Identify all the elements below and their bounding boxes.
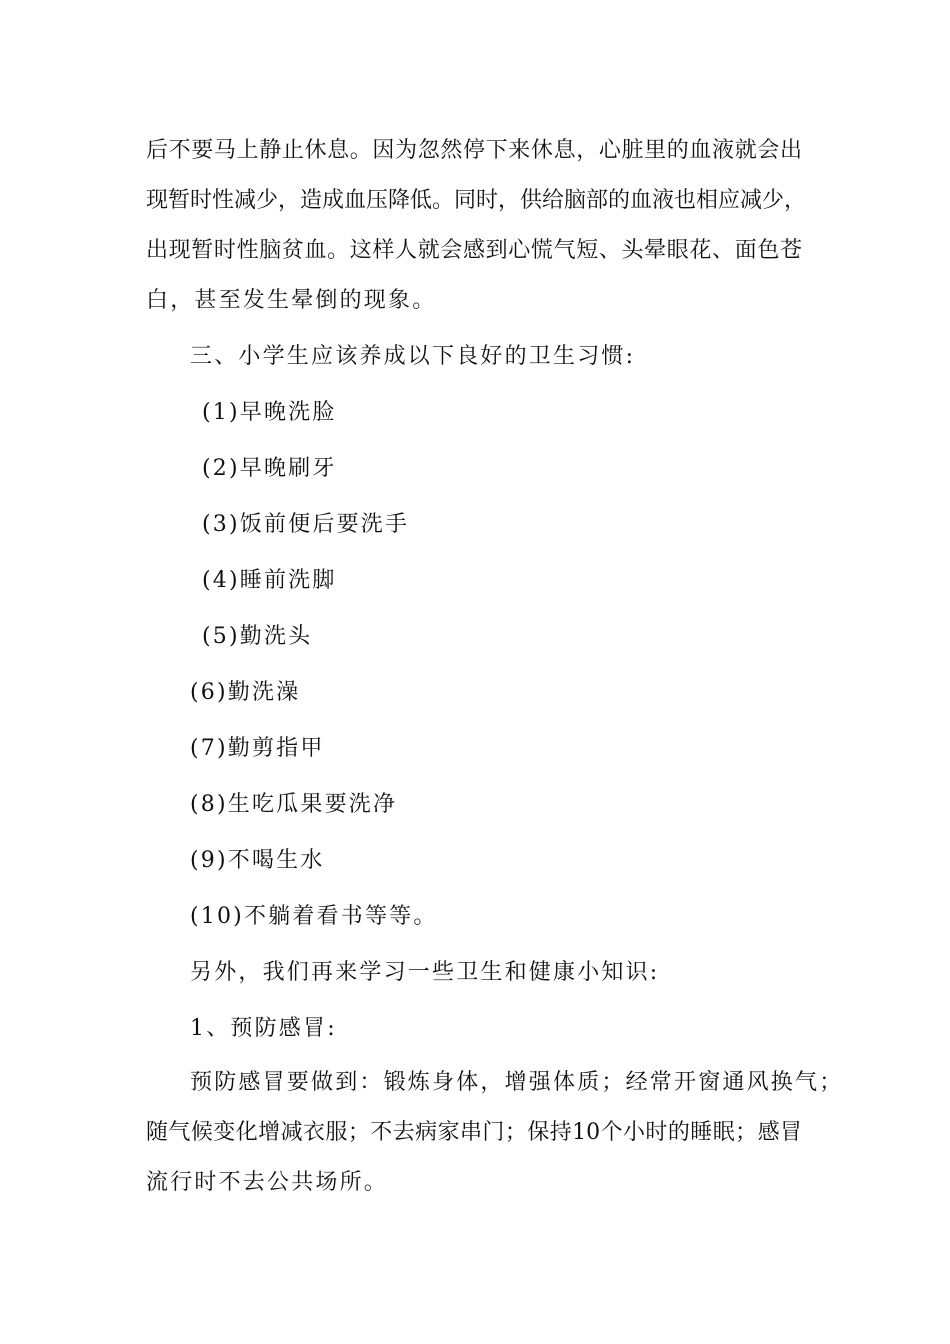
habit-item: (4)睡前洗脚 <box>202 568 337 593</box>
habit-item: (3)饭前便后要洗手 <box>202 512 410 537</box>
habit-item: (5)勤洗头 <box>202 624 313 649</box>
habit-item: (2)早晚刷牙 <box>202 456 337 481</box>
habit-item: (9)不喝生水 <box>190 848 325 873</box>
paragraph-line: 随气候变化增减衣服；不去病家串门；保持10个小时的睡眠；感冒 <box>146 1120 802 1145</box>
paragraph-line: 白，甚至发生晕倒的现象。 <box>146 288 437 313</box>
habit-item: (6)勤洗澡 <box>190 680 301 705</box>
paragraph-line: 后不要马上静止休息。因为忽然停下来休息，心脏里的血液就会出 <box>146 138 802 163</box>
intro-text: 另外，我们再来学习一些卫生和健康小知识: <box>190 960 660 985</box>
paragraph-line: 现暂时性减少，造成血压降低。同时，供给脑部的血液也相应减少， <box>146 188 807 213</box>
habit-item: (1)早晚洗脸 <box>202 400 337 425</box>
paragraph-line: 出现暂时性脑贫血。这样人就会感到心慌气短、头晕眼花、面色苍 <box>146 238 802 263</box>
habit-item: (8)生吃瓜果要洗净 <box>190 792 398 817</box>
habit-item: (7)勤剪指甲 <box>190 736 325 761</box>
habit-item: (10)不躺着看书等等。 <box>190 904 438 929</box>
item-heading: 1、预防感冒: <box>190 1016 337 1041</box>
paragraph-line: 预防感冒要做到：锻炼身体，增强体质；经常开窗通风换气； <box>190 1070 844 1095</box>
section-heading: 三、小学生应该养成以下良好的卫生习惯: <box>190 344 636 369</box>
paragraph-line: 流行时不去公共场所。 <box>146 1170 389 1195</box>
